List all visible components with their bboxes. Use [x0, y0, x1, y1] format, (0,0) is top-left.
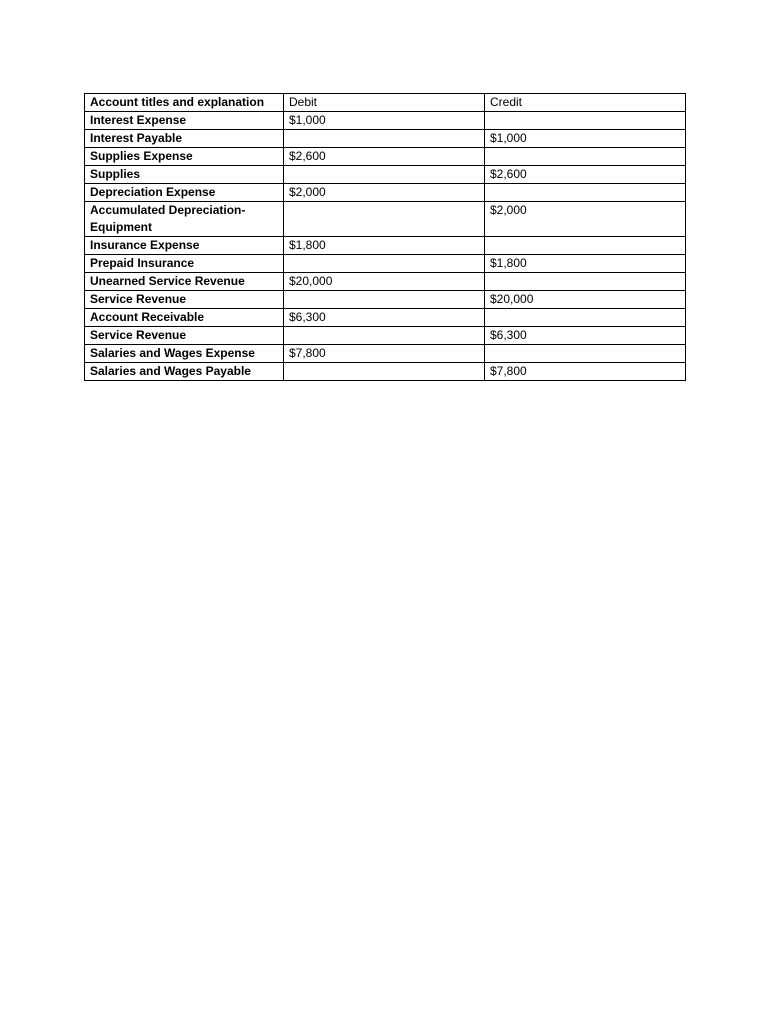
credit-cell: $2,600	[485, 166, 686, 184]
debit-cell	[284, 291, 485, 309]
account-cell: Account Receivable	[85, 309, 284, 327]
credit-cell: $7,800	[485, 363, 686, 381]
account-cell: Supplies	[85, 166, 284, 184]
debit-column-header: Debit	[284, 94, 485, 112]
credit-cell	[485, 273, 686, 291]
debit-cell: $2,600	[284, 148, 485, 166]
debit-cell	[284, 363, 485, 381]
account-cell: Insurance Expense	[85, 237, 284, 255]
account-cell: Interest Payable	[85, 130, 284, 148]
account-cell: Unearned Service Revenue	[85, 273, 284, 291]
account-cell: Supplies Expense	[85, 148, 284, 166]
account-cell: Depreciation Expense	[85, 184, 284, 202]
debit-cell	[284, 327, 485, 345]
table-row	[85, 148, 686, 166]
table-row	[85, 363, 686, 381]
debit-cell	[284, 255, 485, 273]
account-cell: Interest Expense	[85, 112, 284, 130]
table-row	[85, 166, 686, 184]
table-row	[85, 345, 686, 363]
table-row	[85, 309, 686, 327]
credit-cell	[485, 148, 686, 166]
table-row	[85, 184, 686, 202]
credit-cell: $1,800	[485, 255, 686, 273]
debit-cell	[284, 202, 485, 237]
table-header-row	[85, 94, 686, 112]
table-row	[85, 237, 686, 255]
debit-cell: $7,800	[284, 345, 485, 363]
table-body	[85, 112, 686, 381]
table-row	[85, 202, 686, 237]
table-row	[85, 130, 686, 148]
table-row	[85, 255, 686, 273]
table-row	[85, 273, 686, 291]
account-cell: Accumulated Depreciation-Equipment	[85, 202, 284, 237]
credit-cell: $2,000	[485, 202, 686, 237]
table-row	[85, 112, 686, 130]
account-cell: Service Revenue	[85, 327, 284, 345]
debit-cell: $6,300	[284, 309, 485, 327]
credit-cell	[485, 112, 686, 130]
credit-cell	[485, 184, 686, 202]
debit-cell: $20,000	[284, 273, 485, 291]
credit-cell	[485, 309, 686, 327]
debit-cell: $1,800	[284, 237, 485, 255]
account-cell: Salaries and Wages Expense	[85, 345, 284, 363]
account-cell: Service Revenue	[85, 291, 284, 309]
credit-cell: $6,300	[485, 327, 686, 345]
debit-cell: $2,000	[284, 184, 485, 202]
account-column-header: Account titles and explanation	[85, 94, 284, 112]
account-cell: Salaries and Wages Payable	[85, 363, 284, 381]
credit-cell	[485, 345, 686, 363]
credit-column-header: Credit	[485, 94, 686, 112]
debit-cell	[284, 166, 485, 184]
account-cell: Prepaid Insurance	[85, 255, 284, 273]
credit-cell: $1,000	[485, 130, 686, 148]
credit-cell	[485, 237, 686, 255]
debit-cell: $1,000	[284, 112, 485, 130]
debit-cell	[284, 130, 485, 148]
credit-cell: $20,000	[485, 291, 686, 309]
journal-entry-table	[84, 93, 686, 381]
table-row	[85, 327, 686, 345]
table-row	[85, 291, 686, 309]
